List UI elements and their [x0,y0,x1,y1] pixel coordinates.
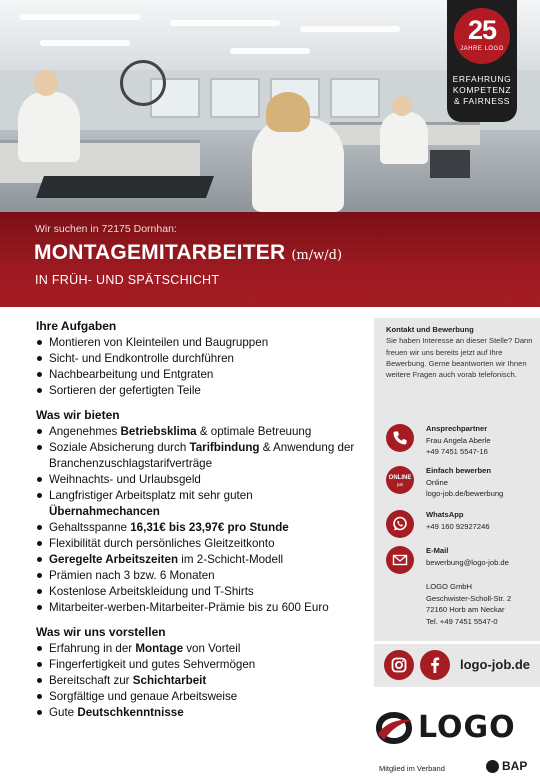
window [330,78,380,118]
item-text: im 2-Schicht-Modell [178,553,284,566]
badge-claim-line: ERFAHRUNG [452,74,512,84]
item-text: Bereitschaft zur [49,674,133,687]
aufgaben-list [36,335,358,399]
list-item [36,600,358,616]
list-item [36,472,358,488]
contact-email[interactable]: bewerbung@logo-job.de [426,557,509,567]
whatsapp-icon [386,510,414,538]
bieten-list [36,424,358,616]
title-banner [0,212,540,307]
contact-line: +49 160 92927246 [426,521,490,531]
address-line: 72160 Horb am Neckar [426,605,505,614]
list-item [36,657,358,673]
address-line: Tel. +49 7451 5547-0 [426,616,498,626]
contact-intro [386,324,534,380]
section-heading-bieten: Was wir bieten [36,408,120,422]
item-text: Soziale Absicherung durch [49,441,190,454]
contact-title: Ansprechpartner [426,424,488,433]
section-heading-aufgaben: Ihre Aufgaben [36,319,117,333]
list-item [36,520,358,536]
tray [36,176,214,198]
location-line: Wir suchen in 72175 Dornhan: [35,223,177,235]
address-line: LOGO GmbH [426,582,472,591]
item-emphasis: 16,31€ bis 23,97€ pro Stunde [130,521,289,534]
contact-heading: Kontakt und Bewerbung [386,325,474,334]
list-item: Nachbearbeitung und Entgraten [36,367,358,383]
contact-text [426,423,538,458]
phone-icon [386,424,414,452]
list-item [36,689,358,705]
badge-claim-line: KOMPETENZ [452,85,512,95]
online-icon [386,466,414,494]
item-emphasis: Tarifbindung [189,441,260,454]
list-item [36,568,358,584]
ceiling-light [170,20,280,26]
item-emphasis: Deutschkenntnisse [77,706,184,719]
job-description [36,318,358,729]
anniversary-badge [447,0,517,122]
worker-head [392,96,412,116]
item-text: Fingerfertigkeit und gutes Sehvermögen [49,658,256,671]
worker [18,92,80,162]
list-item [36,673,358,689]
window [210,78,260,118]
item-text: Angenehmes [49,425,121,438]
worker [380,112,428,164]
logo-wordmark: LOGO [418,710,516,745]
item-text: Langfristiger Arbeitsplatz mit sehr guten [49,489,253,502]
item-text: Gehaltsspanne [49,521,131,534]
ceiling-light [230,48,310,54]
social-bar [374,644,540,687]
member-text: Mitglied im Verband [379,764,445,773]
item-text: Flexibilität durch persönliches Gleitzeitkonto [49,537,275,550]
item-text: Weihnachts- und Urlaubsgeld [49,473,201,486]
list-item: Montieren von Kleinteilen und Baugruppen [36,335,358,351]
item-text: Kostenlose Arbeitskleidung und T-Shirts [49,585,254,598]
contact-title: WhatsApp [426,510,464,519]
item-text: Erfahrung in der [49,642,136,655]
list-item [36,424,358,440]
item-emphasis: Montage [135,642,184,655]
contact-sidebar [374,318,540,641]
item-text: Sorgfältige und genaue Arbeitsweise [49,690,238,703]
job-title-text: MONTAGEMITARBEITER [34,241,286,264]
mail-icon [386,546,414,574]
item-text: Gute [49,706,78,719]
badge-years-label: JAHRE LOGO [460,46,504,52]
item-text: Prämien nach 3 bzw. 6 Monaten [49,569,215,582]
ceiling-light [20,14,140,20]
magnifier-lamp [120,60,166,106]
list-item [36,488,358,520]
badge-claim [449,74,515,107]
item-emphasis: Übernahmechancen [49,505,160,518]
list-item [36,552,358,568]
contact-title: E-Mail [426,546,449,555]
item-text: & Anwendung der Branchenzuschlagstarifverträge [49,441,355,470]
item-text: & optimale Betreuung [196,425,312,438]
list-item: Sortieren der gefertigten Teile [36,383,358,399]
contact-line: +49 7451 5547-16 [426,447,488,456]
list-item [36,584,358,600]
item-emphasis: Schichtarbeit [132,674,207,687]
worker [252,118,344,212]
list-item: Sicht- und Endkontrolle durchführen [36,351,358,367]
contact-text [426,465,538,500]
badge-claim-line: & FAIRNESS [453,96,511,106]
online-icon-label: ONLINE [388,475,412,481]
list-item [36,705,358,721]
ceiling-light [40,40,130,46]
shift-subtitle: IN FRÜH- UND SPÄTSCHICHT [35,273,220,287]
worker-head [34,70,58,96]
chair [430,150,470,178]
list-item [36,641,358,657]
address-text [426,581,538,627]
contact-text [426,509,538,532]
website-link[interactable]: logo-job.de [460,657,531,672]
facebook-icon[interactable] [420,650,450,680]
job-title [34,241,342,265]
item-text: von Vorteil [183,642,241,655]
list-item [36,536,358,552]
contact-line: Online [426,477,448,487]
contact-text [426,545,538,568]
list-item [36,440,358,472]
contact-intro-text: Sie haben Interesse an dieser Stelle? Dann freuen wir uns bereits jetzt auf Ihre Bewerbung. Gerne beantworten wir Ihnen weitere Fragen auch vorab telefonisch. [386,336,533,380]
online-icon-sub: job [396,482,403,487]
address-line: Geschwister-Scholl-Str. 2 [426,593,512,603]
bap-wordmark: BAP [502,759,528,773]
company-logo [372,708,532,748]
logo-mark-icon [374,710,414,746]
item-emphasis: Betriebsklima [120,425,197,438]
item-emphasis: Geregelte Arbeitszeiten [49,553,179,566]
bap-mark-icon [486,760,499,773]
worker-hair [266,92,310,132]
gender-suffix: (m/w/d) [291,248,343,263]
instagram-icon[interactable] [384,650,414,680]
section-heading-vorstellen: Was wir uns vorstellen [36,625,166,639]
badge-number: 25 [467,15,497,45]
contact-title: Einfach bewerben [426,466,491,475]
contact-line[interactable]: logo-job.de/bewerbung [426,489,504,498]
contact-line: Frau Angela Aberle [426,435,491,445]
ceiling-light [300,26,400,32]
vorstellen-list [36,641,358,721]
item-text: Mitarbeiter-werben-Mitarbeiter-Prämie bis zu 600 Euro [49,601,329,614]
